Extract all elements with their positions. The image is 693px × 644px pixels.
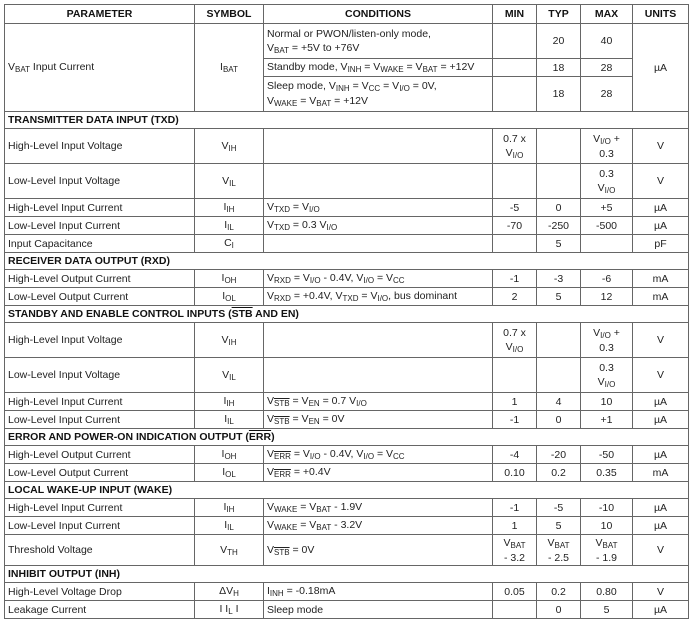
wake-iih-cond: VWAKE = VBAT - 1.9V (264, 499, 493, 517)
wake-iih-min: -1 (493, 499, 537, 517)
inh-il-param: Leakage Current (5, 601, 195, 619)
header-parameter: PARAMETER (5, 5, 195, 24)
txd-iih-cond: VTXD = VI/O (264, 199, 493, 217)
section-rxd: RECEIVER DATA OUTPUT (RXD) (5, 253, 689, 270)
wake-iih-max: -10 (581, 499, 633, 517)
wake-vth-typ: VBAT - 2.5 (537, 535, 581, 566)
txd-ci-unit: pF (633, 235, 689, 253)
txd-iih-min: -5 (493, 199, 537, 217)
stb-vih-row (5, 323, 689, 358)
stb-vil-max: 0.3 VI/O (581, 358, 633, 393)
stb-iil-unit: µA (633, 411, 689, 429)
section-txd: TRANSMITTER DATA INPUT (TXD) (5, 112, 689, 129)
txd-vil-max: 0.3 VI/O (581, 164, 633, 199)
section-stb: STANDBY AND ENABLE CONTROL INPUTS ($\overline{STB}$ AND EN) (5, 306, 689, 323)
wake-iih-row (5, 499, 689, 517)
wake-iil-max: 10 (581, 517, 633, 535)
err-ioh-min: -4 (493, 446, 537, 464)
txd-vih-min: 0.7 x VI/O (493, 129, 537, 164)
txd-iil-param: Low-Level Input Current (5, 217, 195, 235)
rxd-ioh-max: -6 (581, 270, 633, 288)
txd-iil-max: -500 (581, 217, 633, 235)
vbat-cond-sleep: Sleep mode, VINH = VCC = VI/O = 0V, VWAKE = VBAT = +12V (264, 77, 493, 112)
stb-iih-max: 10 (581, 393, 633, 411)
wake-iil-min: 1 (493, 517, 537, 535)
stb-vih-max: VI/O + 0.3 (581, 323, 633, 358)
txd-vil-row (5, 164, 689, 199)
stb-iih-symbol: IIH (195, 393, 264, 411)
header-symbol: SYMBOL (195, 5, 264, 24)
stb-vil-cond (264, 358, 493, 393)
txd-ci-param: Input Capacitance (5, 235, 195, 253)
txd-iih-typ: 0 (537, 199, 581, 217)
wake-iil-typ: 5 (537, 517, 581, 535)
txd-iih-unit: µA (633, 199, 689, 217)
err-iol-symbol: IOL (195, 464, 264, 482)
txd-vih-param: High-Level Input Voltage (5, 129, 195, 164)
wake-iih-symbol: IIH (195, 499, 264, 517)
vbat-unit: µA (633, 24, 689, 112)
wake-vth-param: Threshold Voltage (5, 535, 195, 566)
rxd-ioh-param: High-Level Output Current (5, 270, 195, 288)
rxd-ioh-row (5, 270, 689, 288)
txd-vih-typ (537, 129, 581, 164)
txd-iih-max: +5 (581, 199, 633, 217)
err-iol-min: 0.10 (493, 464, 537, 482)
stb-iil-cond: $V\overline{STB}$ = VEN = 0V (264, 411, 493, 429)
vbat-standby-typ: 18 (537, 59, 581, 77)
rxd-ioh-typ: -3 (537, 270, 581, 288)
vbat-standby-min (493, 59, 537, 77)
rxd-iol-unit: mA (633, 288, 689, 306)
inh-il-max: 5 (581, 601, 633, 619)
err-iol-max: 0.35 (581, 464, 633, 482)
rxd-iol-min: 2 (493, 288, 537, 306)
stb-vil-row (5, 358, 689, 393)
wake-iil-param: Low-Level Input Current (5, 517, 195, 535)
inh-dvh-param: High-Level Voltage Drop (5, 583, 195, 601)
section-wake: LOCAL WAKE-UP INPUT (WAKE) (5, 482, 689, 499)
inh-dvh-symbol: ΔVH (195, 583, 264, 601)
wake-vth-row (5, 535, 689, 566)
inh-il-row (5, 601, 689, 619)
inh-dvh-max: 0.80 (581, 583, 633, 601)
stb-vil-param: Low-Level Input Voltage (5, 358, 195, 393)
stb-iil-typ: 0 (537, 411, 581, 429)
txd-iil-cond: VTXD = 0.3 VI/O (264, 217, 493, 235)
err-ioh-symbol: IOH (195, 446, 264, 464)
txd-ci-symbol: CI (195, 235, 264, 253)
stb-vih-symbol: VIH (195, 323, 264, 358)
txd-vil-param: Low-Level Input Voltage (5, 164, 195, 199)
rxd-iol-symbol: IOL (195, 288, 264, 306)
txd-iil-unit: µA (633, 217, 689, 235)
inh-dvh-unit: V (633, 583, 689, 601)
stb-iil-symbol: IIL (195, 411, 264, 429)
vbat-normal-typ: 20 (537, 24, 581, 59)
wake-vth-cond: $V\overline{STB} = 0V$ (264, 535, 493, 566)
err-iol-cond: $V\overline{ERR} = +0.4V$ (264, 464, 493, 482)
err-ioh-row (5, 446, 689, 464)
inh-il-typ: 0 (537, 601, 581, 619)
txd-iil-min: -70 (493, 217, 537, 235)
section-err-row (5, 429, 689, 446)
wake-iil-unit: µA (633, 517, 689, 535)
wake-iih-typ: -5 (537, 499, 581, 517)
stb-vil-min (493, 358, 537, 393)
section-wake-row (5, 482, 689, 499)
inh-dvh-cond: IINH = -0.18mA (264, 583, 493, 601)
txd-iil-typ: -250 (537, 217, 581, 235)
wake-vth-min: VBAT - 3.2 (493, 535, 537, 566)
stb-vil-unit: V (633, 358, 689, 393)
txd-ci-typ: 5 (537, 235, 581, 253)
vbat-normal-max: 40 (581, 24, 633, 59)
stb-vil-typ (537, 358, 581, 393)
txd-ci-max (581, 235, 633, 253)
err-ioh-typ: -20 (537, 446, 581, 464)
err-ioh-cond: $V\overline{ERR} = VI/O - 0.4V$, VI/O = VCC (264, 446, 493, 464)
stb-iil-row (5, 411, 689, 429)
txd-vih-unit: V (633, 129, 689, 164)
wake-iil-cond: VWAKE = VBAT - 3.2V (264, 517, 493, 535)
stb-vil-symbol: VIL (195, 358, 264, 393)
inh-il-symbol: I IL I (195, 601, 264, 619)
rxd-ioh-cond: VRXD = VI/O - 0.4V, VI/O = VCC (264, 270, 493, 288)
txd-vil-symbol: VIL (195, 164, 264, 199)
err-iol-param: Low-Level Output Current (5, 464, 195, 482)
wake-vth-symbol: VTH (195, 535, 264, 566)
wake-iil-row (5, 517, 689, 535)
wake-vth-unit: V (633, 535, 689, 566)
err-iol-typ: 0.2 (537, 464, 581, 482)
txd-ci-cond (264, 235, 493, 253)
vbat-normal-min (493, 24, 537, 59)
vbat-row-normal (5, 24, 689, 59)
wake-iih-param: High-Level Input Current (5, 499, 195, 517)
txd-vih-max: VI/O + 0.3 (581, 129, 633, 164)
section-stb-row (5, 306, 689, 323)
txd-ci-min (493, 235, 537, 253)
vbat-param: VBAT Input Current (5, 24, 195, 112)
inh-il-min (493, 601, 537, 619)
stb-iih-param: High-Level Input Current (5, 393, 195, 411)
stb-vih-typ (537, 323, 581, 358)
section-inh-row (5, 566, 689, 583)
inh-dvh-typ: 0.2 (537, 583, 581, 601)
rxd-iol-typ: 5 (537, 288, 581, 306)
txd-vil-typ (537, 164, 581, 199)
stb-iih-min: 1 (493, 393, 537, 411)
txd-vih-symbol: VIH (195, 129, 264, 164)
txd-iih-symbol: IIH (195, 199, 264, 217)
stb-vih-param: High-Level Input Voltage (5, 323, 195, 358)
txd-vil-cond (264, 164, 493, 199)
spec-table (4, 4, 689, 619)
err-ioh-max: -50 (581, 446, 633, 464)
err-iol-row (5, 464, 689, 482)
txd-iih-row (5, 199, 689, 217)
wake-vth-max: VBAT - 1.9 (581, 535, 633, 566)
txd-iil-symbol: IIL (195, 217, 264, 235)
txd-vih-cond (264, 129, 493, 164)
rxd-iol-cond: VRXD = +0.4V, VTXD = VI/O, bus dominant (264, 288, 493, 306)
stb-vih-min: 0.7 x VI/O (493, 323, 537, 358)
stb-iil-min: -1 (493, 411, 537, 429)
stb-iih-unit: µA (633, 393, 689, 411)
section-err: ERROR AND POWER-ON INDICATION OUTPUT $(\overline{ERR})$ (5, 429, 689, 446)
stb-iih-typ: 4 (537, 393, 581, 411)
txd-vil-min (493, 164, 537, 199)
section-rxd-row (5, 253, 689, 270)
txd-iil-row (5, 217, 689, 235)
vbat-symbol: IBAT (195, 24, 264, 112)
txd-iih-param: High-Level Input Current (5, 199, 195, 217)
rxd-ioh-symbol: IOH (195, 270, 264, 288)
vbat-sleep-typ: 18 (537, 77, 581, 112)
wake-iih-unit: µA (633, 499, 689, 517)
vbat-sleep-min (493, 77, 537, 112)
err-iol-unit: mA (633, 464, 689, 482)
rxd-iol-param: Low-Level Output Current (5, 288, 195, 306)
stb-vih-unit: V (633, 323, 689, 358)
stb-iih-cond: $V\overline{STB}$ = VEN = 0.7 VI/O (264, 393, 493, 411)
rxd-ioh-unit: mA (633, 270, 689, 288)
header-row (5, 5, 689, 24)
vbat-standby-max: 28 (581, 59, 633, 77)
rxd-iol-max: 12 (581, 288, 633, 306)
stb-iil-param: Low-Level Input Current (5, 411, 195, 429)
stb-iih-row (5, 393, 689, 411)
rxd-iol-row (5, 288, 689, 306)
txd-ci-row (5, 235, 689, 253)
rxd-ioh-min: -1 (493, 270, 537, 288)
stb-vih-cond (264, 323, 493, 358)
vbat-cond-standby: Standby mode, VINH = VWAKE = VBAT = +12V (264, 59, 493, 77)
vbat-cond-normal: Normal or PWON/listen-only mode, VBAT = +5V to +76V (264, 24, 493, 59)
header-units: UNITS (633, 5, 689, 24)
inh-dvh-min: 0.05 (493, 583, 537, 601)
txd-vih-row (5, 129, 689, 164)
header-conditions: CONDITIONS (264, 5, 493, 24)
inh-il-cond: Sleep mode (264, 601, 493, 619)
stb-iil-max: +1 (581, 411, 633, 429)
section-txd-row (5, 112, 689, 129)
section-inh: INHIBIT OUTPUT (INH) (5, 566, 689, 583)
err-ioh-param: High-Level Output Current (5, 446, 195, 464)
header-min: MIN (493, 5, 537, 24)
inh-il-unit: µA (633, 601, 689, 619)
err-ioh-unit: µA (633, 446, 689, 464)
header-max: MAX (581, 5, 633, 24)
txd-vil-unit: V (633, 164, 689, 199)
wake-iil-symbol: IIL (195, 517, 264, 535)
header-typ: TYP (537, 5, 581, 24)
inh-dvh-row (5, 583, 689, 601)
vbat-sleep-max: 28 (581, 77, 633, 112)
